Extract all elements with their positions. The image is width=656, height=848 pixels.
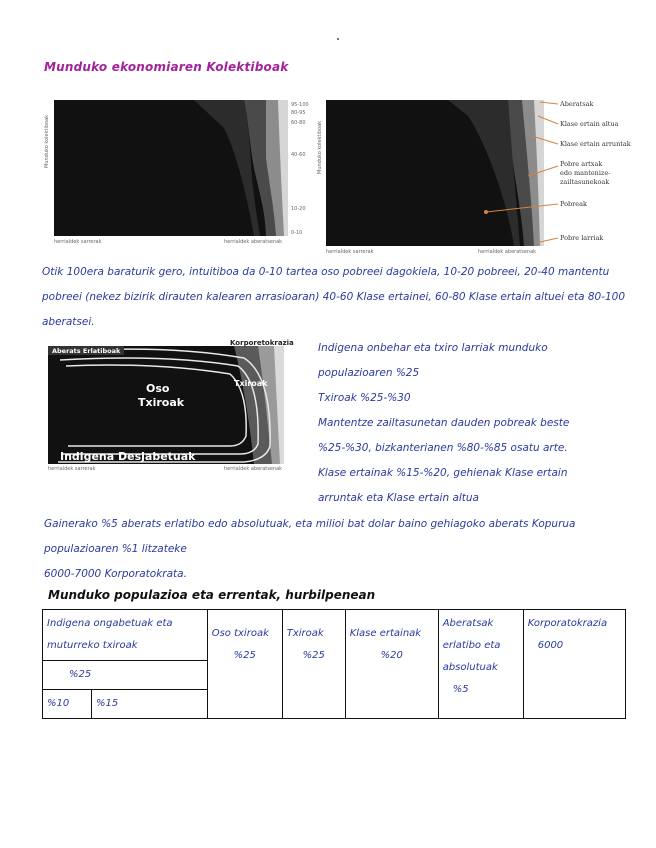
cell-corporatocracy-head: Korporatokrazia <box>527 618 608 629</box>
right-text-line-3: Mantentze zailtasunetan dauden pobreak beste <box>318 417 570 429</box>
income-chart-left-svg <box>44 98 314 246</box>
income-chart-right <box>318 96 638 256</box>
paragraph-rich-share <box>44 512 634 587</box>
cell-middle-class-head: Klase ertainak <box>349 628 422 639</box>
cell-poor <box>282 610 345 719</box>
population-chart-svg <box>44 336 300 472</box>
cell-rich-value: %5 <box>452 684 469 695</box>
right-text-line-6: arruntak eta Klase ertain altua <box>318 492 479 504</box>
paragraph3-line-0: Gainerako %5 aberats erlatibo edo absolutuak, eta milioi bat dolar baino gehiagoko aberats Kopurua <box>44 518 576 530</box>
cell-indigenous-head-line2: muturreko txiroak <box>47 640 138 651</box>
chart3-very-poor-label2: Txiroak <box>138 396 185 409</box>
chart3-top-label: Korporetokrazia <box>230 339 294 347</box>
paragraph-income-ranges: Otik 100era baraturik gero, intuitiboa da 0-10 tartea oso pobreei dagokiela, 10-20 pobreei, 20-40 mantentu pobreei (nekez bizirik dirauten kalearen arrasioaran) 40-60 Klase ertainei, 60-80 Klase ertain altuei eta 80-100 aberatsei. <box>42 266 626 328</box>
chart3-dispossessed-label: Indigena Desjabetuak <box>60 450 196 463</box>
population-chart <box>44 336 300 472</box>
chart2-legend-3: Pobre artxak <box>560 160 603 168</box>
right-text-line-2: Txiroak %25-%30 <box>318 392 411 404</box>
income-chart-left <box>44 98 314 246</box>
right-text-line-1: populazioaren %25 <box>318 367 420 379</box>
chart2-legend-2: Klase ertain arruntak <box>560 140 631 148</box>
page-dot <box>337 38 339 40</box>
cell-rich-head-line1: Aberatsak <box>442 618 494 629</box>
chart1-tick-2: 60-80 <box>291 120 306 126</box>
chart1-tick-0: 95-100 <box>291 102 309 108</box>
chart2-legend-4: edo mantenize- <box>560 169 611 177</box>
chart1-tick-3: 40-60 <box>291 152 306 158</box>
chart2-legend-6: Pobreak <box>560 200 587 208</box>
cell-very-poor <box>207 610 282 719</box>
chart2-legend-0: Aberatsak <box>560 100 594 108</box>
cell-poor-value: %25 <box>302 650 325 661</box>
chart2-x-label2: herrialdek aberatsenak <box>478 249 537 255</box>
cell-middle-class <box>345 610 438 719</box>
right-text-line-5: Klase ertainak %15-%20, gehienak Klase ertain <box>318 467 568 479</box>
cell-corporatocracy-value: 6000 <box>537 640 564 651</box>
chart3-poor-label: Txiroak <box>234 379 268 388</box>
cell-corporatocracy <box>523 610 625 719</box>
cell-poor-head: Txiroak <box>286 628 324 639</box>
cell-rich <box>438 610 523 719</box>
chart1-x-label2: herrialdek aberatsenak <box>224 239 283 245</box>
income-chart-right-svg <box>318 96 638 256</box>
cell-indigenous-sub1: %10 <box>43 690 92 719</box>
chart1-tick-4: 10-20 <box>291 206 306 212</box>
chart1-tick-5: 0-10 <box>291 230 303 236</box>
chart3-x-label2: herrialdek aberatsenak <box>224 466 283 472</box>
chart2-legend-1: Klase ertain altua <box>560 120 619 128</box>
chart3-x-label: herrialdek sarrerak <box>48 466 96 472</box>
chart2-y-label: Munduko kolektiboak <box>317 120 323 174</box>
cell-middle-class-value: %20 <box>380 650 403 661</box>
chart3-very-poor-label: Oso <box>146 382 170 395</box>
chart1-y-label: Munduko kolektiboak <box>44 114 50 168</box>
chart1-tick-1: 80-95 <box>291 110 306 116</box>
right-text-line-4: %25-%30, bizkanterianen %80-%85 osatu arte. <box>318 442 568 454</box>
cell-indigenous-head-line1: Indigena ongabetuak eta <box>47 618 173 629</box>
population-shares-text <box>318 336 628 511</box>
paragraph3-line-1: populazioaren %1 litzateke <box>44 543 187 555</box>
cell-indigenous-head <box>43 610 208 661</box>
population-table <box>42 609 626 719</box>
cell-very-poor-value: %25 <box>233 650 256 661</box>
chart2-x-label: herrialdek sarrerak <box>326 249 374 255</box>
chart2-legend-5: zailtasunekoak <box>560 178 610 186</box>
cell-very-poor-head: Oso txiroak <box>211 628 269 639</box>
table-title: Munduko populazioa eta errentak, hurbilpenean <box>48 588 376 602</box>
chart3-rich-label: Aberats Erlatiboak <box>52 347 121 355</box>
chart2-marker <box>484 210 488 214</box>
paragraph3-line-2: 6000-7000 Korporatokrata. <box>44 568 187 580</box>
chart1-x-label: herrialdek sarrerak <box>54 239 102 245</box>
cell-indigenous-value: %25 <box>43 661 208 690</box>
right-text-line-0: Indigena onbehar eta txiro larriak munduko <box>318 342 548 354</box>
cell-rich-head-line3: absolutuak <box>442 662 498 673</box>
page-title: Munduko ekonomiaren Kolektiboak <box>44 60 289 74</box>
chart2-legend-7: Pobre larriak <box>560 234 604 242</box>
cell-rich-head-line2: erlatibo eta <box>442 640 501 651</box>
cell-indigenous-sub2: %15 <box>92 690 208 719</box>
